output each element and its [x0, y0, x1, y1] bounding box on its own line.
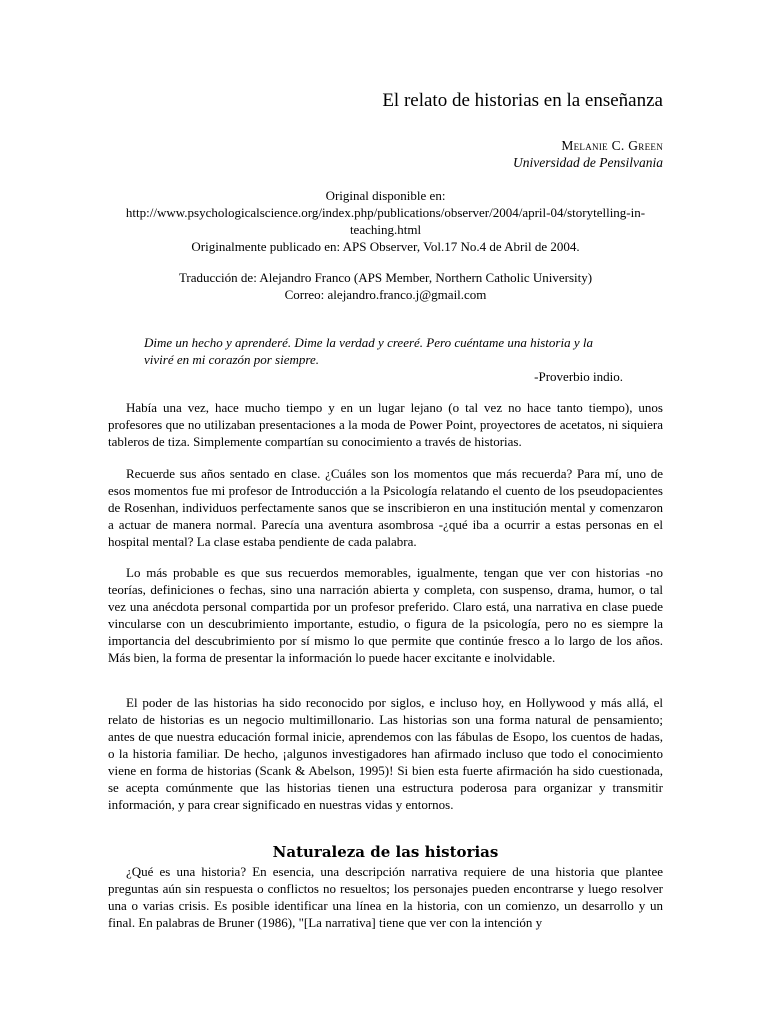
- publication-info: Originalmente publicado en: APS Observer, Vol.17 No.4 de Abril de 2004.: [191, 239, 580, 254]
- body-paragraph: El poder de las historias ha sido reconocido por siglos, e incluso hoy, en Hollywood y más allá, el relato de historias es un negocio multimillonario. Las historias son una forma natural de pensamiento; antes de que nuestra educación formal inicie, aprendemos con las fábulas de Esopo, los cuentos de hadas, o la historia familiar. De hecho, ¡algunos investigadores han afirmado incluso que todo el conocimiento viene en forma de historias (Scank & Abelson, 1995)! Si bien esta fuerte afirmación ha sido cuestionada, se acepta comúnmente que las historias tienen una estructura poderosa para organizar y transmitir información, y para crear significado en nuestras vidas y entornos.: [108, 695, 663, 812]
- body-paragraph: Lo más probable es que sus recuerdos memorables, igualmente, tengan que ver con historias -no teorías, definiciones o fechas, sino una narración abierta y completa, con suspenso, drama, humor, o tal vez una anécdota personal compartida por un profesor preferido. Claro está, una narrativa en clase puede vincularse con un descubrimiento importante, estudio, o figura de la psicología, pero no es siempre la importancia del descubrimiento por sí mismo lo que permite que continúe fresco a lo largo de los años. Más bien, la forma de presentar la información lo puede hacer excitante e inolvidable.: [108, 565, 663, 665]
- epigraph-attribution: -Proverbio indio.: [534, 369, 623, 384]
- source-url: http://www.psychologicalscience.org/index.php/publications/observer/2004/april-04/storytelling-in-: [125, 205, 646, 220]
- body-paragraph: Recuerde sus años sentado en clase. ¿Cuáles son los momentos que más recuerda? Para mí, uno de esos momentos fue mi profesor de Introducción a la Psicología relatando el cuento de los pseudopacientes de Rosenhan, individuos perfectamente sanos que se inscribieron en una institución mental y comenzaron a actuar de manera normal. Parecía una aventura asombrosa -¿qué iba a ocurrir a estas personas en el hospital mental? La clase estaba pendiente de cada palabra.: [108, 466, 663, 549]
- section-heading: Naturaleza de las historias: [272, 843, 499, 861]
- body-paragraph: Había una vez, hace mucho tiempo y en un lugar lejano (o tal vez no hace tanto tiempo), unos profesores que no utilizaban presentaciones a la moda de Power Point, proyectores de acetatos, ni siquiera tableros de tiza. Simplemente compartían su conocimiento a través de historias.: [108, 400, 663, 449]
- translator-email: Correo: alejandro.franco.j@gmail.com: [284, 287, 487, 302]
- document-page: [108, 0, 663, 1024]
- source-url-continued: teaching.html: [349, 222, 422, 237]
- document-title: El relato de historias en la enseñanza: [382, 90, 663, 111]
- translator: Traducción de: Alejandro Franco (APS Member, Northern Catholic University): [178, 270, 593, 285]
- source-info: [108, 187, 663, 255]
- translation-info: [108, 269, 663, 303]
- section-paragraph: ¿Qué es una historia? En esencia, una descripción narrativa requiere de una historia que plantee preguntas aún sin respuesta o conflictos no resueltos; los personajes pueden encontrarse y luego resolver una o varias crisis. Es posible identificar una línea en la historia, con un comienzo, un desarrollo y un final. En palabras de Bruner (1986), "[La narrativa] tiene que ver con la intención y: [108, 864, 663, 930]
- author-affiliation: Universidad de Pensilvania: [513, 155, 663, 170]
- author-name: Melanie C. Green: [561, 138, 663, 153]
- source-label: Original disponible en:: [325, 188, 446, 203]
- epigraph-quote: Dime un hecho y aprenderé. Dime la verdad y creeré. Pero cuéntame una historia y la viviré en mi corazón por siempre.: [144, 335, 593, 367]
